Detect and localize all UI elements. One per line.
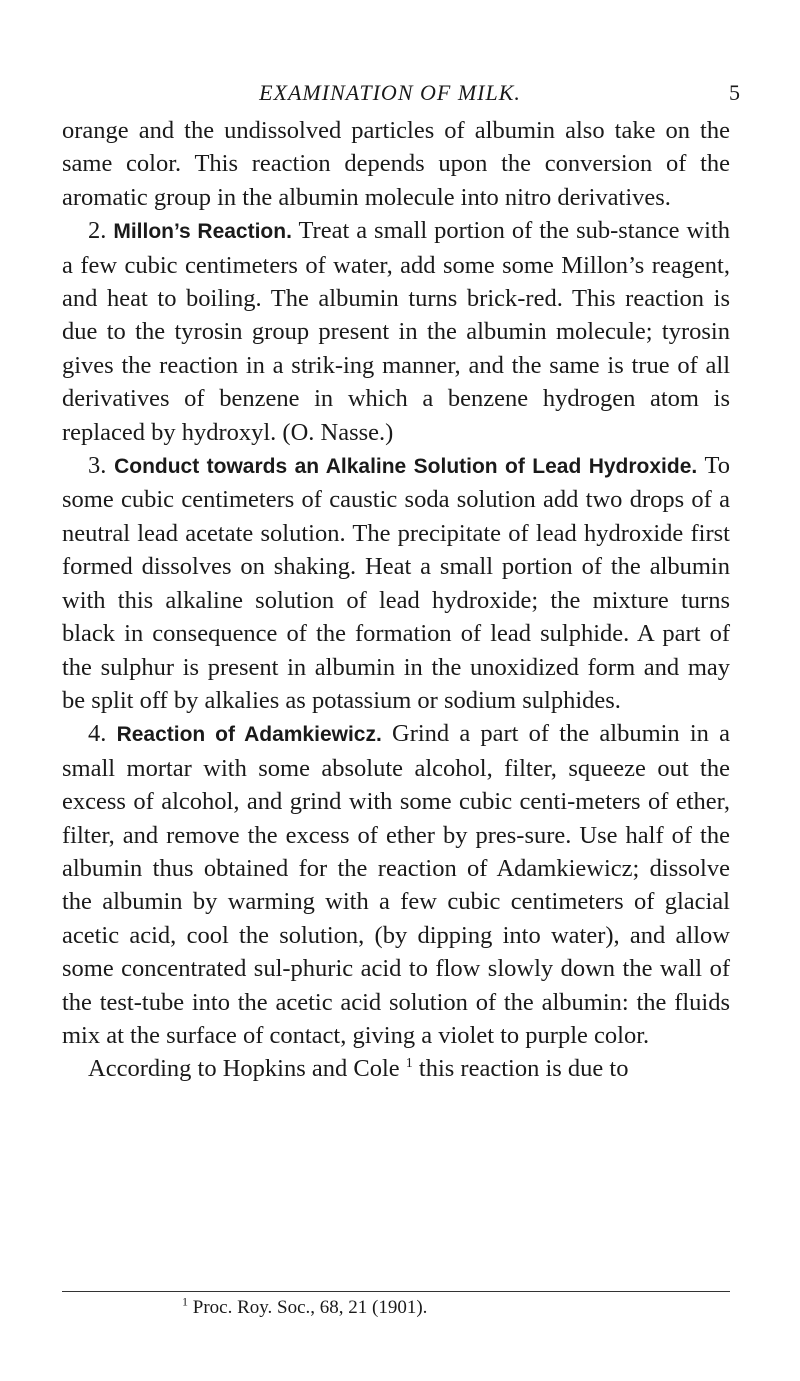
paragraph-text: Grind a part of the albumin in a small mortar with some absolute alcohol, filter, squeeze out the excess of alcohol, and grind with some cubic centi-meters of ether, filter, and remove the excess of ether by pres-sure. Use half of the albumin thus obtained for the reaction of Adamkiewicz; dissolve the albumin by warming with a few cubic centimeters of glacial acetic acid, cool the solution, (by dipping into water), and allow some concentrated sul-phuric acid to flow slowly down the wall of the test-tube into the acetic acid solution of the albumin: the fluids mix at the surface of contact, giving a violet to purple color. (62, 720, 730, 1049)
paragraph-lead-hydroxide (62, 449, 730, 717)
paragraph-continuation (62, 114, 730, 214)
page-header (60, 80, 740, 110)
running-title: EXAMINATION OF MILK. (259, 80, 521, 105)
paragraph-text: orange and the undissolved particles of albumin also take on the same color. This reaction depends upon the conversion of the aromatic group in the albumin molecule into nitro derivatives. (62, 117, 730, 211)
footnote-reference: 1 (405, 1056, 413, 1072)
footnote-text: Proc. Roy. Soc., 68, 21 (1901). (188, 1297, 428, 1318)
footnote-divider (62, 1291, 730, 1292)
paragraph-millons-reaction (62, 214, 730, 449)
item-number: 2. (88, 217, 114, 245)
body-text (62, 114, 730, 1086)
item-number: 3. (88, 452, 115, 480)
page-number: 5 (729, 80, 740, 105)
paragraph-text: According to Hopkins and Cole (88, 1055, 406, 1083)
section-heading: Conduct towards an Alkaline Solution of Lead Hydroxide. (114, 455, 698, 479)
footnote-marker: 1 (182, 1294, 188, 1309)
paragraph-text: To some cubic centimeters of caustic soda solution add two drops of a neutral lead acetate solution. The precipitate of lead hydroxide first formed dissolves on shaking. Heat a small portion of the albumin with this alkaline solution of lead hydroxide; the mixture turns black in consequence of the formation of lead sulphide. A part of the sulphur is present in albumin in the unoxidized form and may be split off by alkalies as potassium or sodium sulphides. (62, 452, 730, 714)
footnote (182, 1296, 427, 1320)
paragraph-adamkiewicz (62, 717, 730, 1052)
paragraph-hopkins-cole (62, 1052, 730, 1085)
section-heading: Millon’s Reaction. (113, 220, 292, 244)
section-heading: Reaction of Adamkiewicz. (116, 723, 382, 747)
paragraph-text: this reaction is due to (412, 1055, 629, 1083)
paragraph-text: Treat a small portion of the sub-stance with a few cubic centimeters of water, add some some Millon’s reagent, and heat to boiling. The albumin turns brick-red. This reaction is due to the tyrosin group present in the albumin molecule; tyrosin gives the reaction in a strik-ing manner, and the same is true of all derivatives of benzene in which a benzene hydrogen atom is replaced by hydroxyl. (O. Nasse.) (62, 217, 731, 446)
item-number: 4. (88, 720, 117, 748)
